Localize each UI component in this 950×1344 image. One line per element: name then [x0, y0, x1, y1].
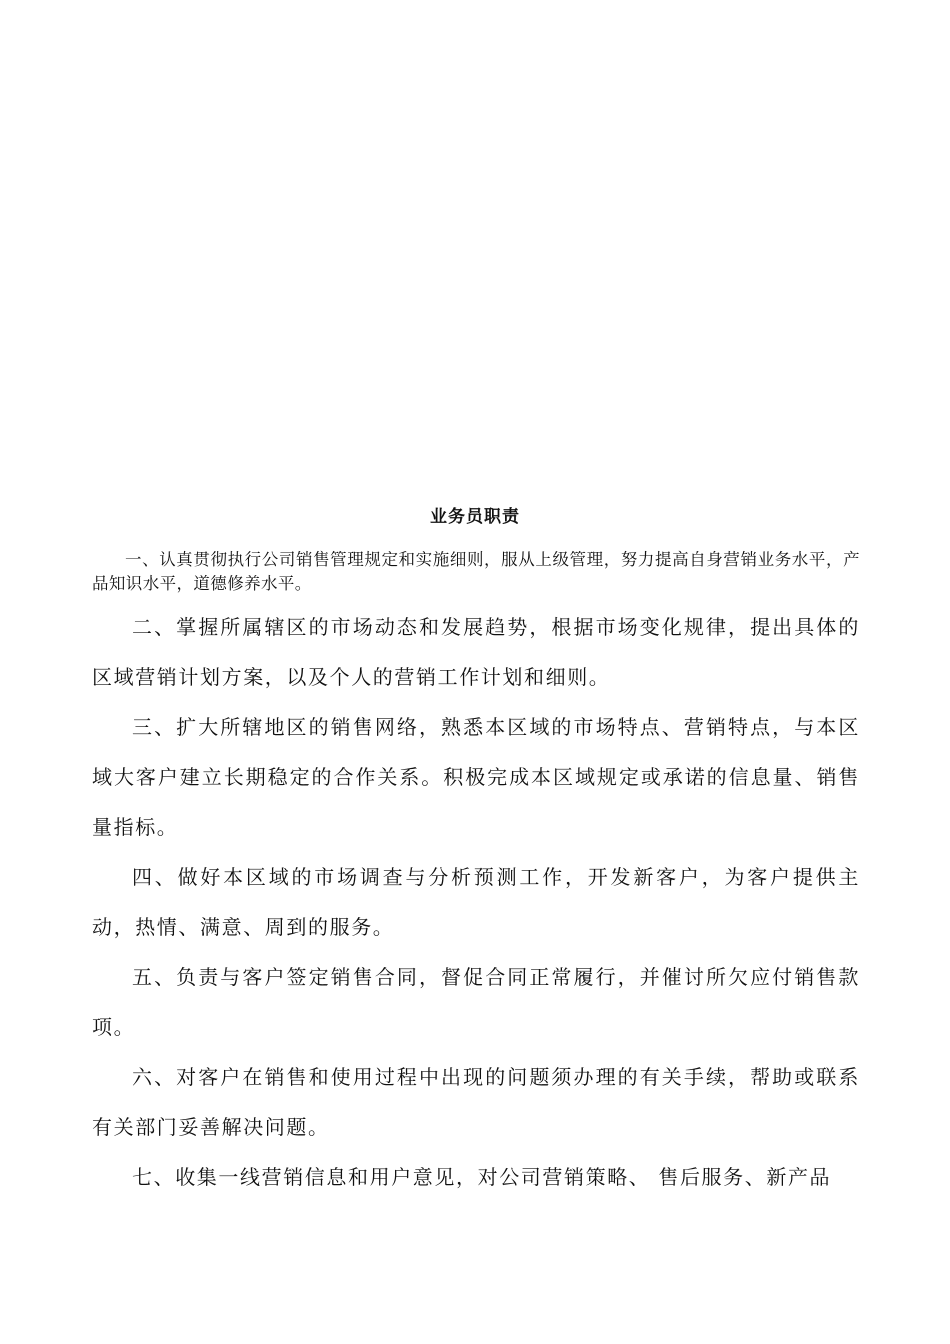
- paragraph-3: 三、扩大所辖地区的销售网络，熟悉本区域的市场特点、营销特点，与本区域大客户建立长期稳定的合作关系。积极完成本区域规定或承诺的信息量、销售量指标。: [92, 715, 860, 839]
- paragraph-7: 七、收集一线营销信息和用户意见，对公司营销策略、 售后服务、新产品: [132, 1165, 832, 1189]
- paragraph-4: 四、做好本区域的市场调查与分析预测工作，开发新客户，为客户提供主动，热情、满意、周到的服务。: [92, 865, 860, 939]
- document-body: [92, 548, 860, 1202]
- paragraph-2: 二、掌握所属辖区的市场动态和发展趋势，根据市场变化规律，提出具体的区域营销计划方案，以及个人的营销工作计划和细则。: [92, 615, 860, 689]
- paragraph-6: 六、对客户在销售和使用过程中出现的问题须办理的有关手续，帮助或联系有关部门妥善解决问题。: [92, 1065, 860, 1139]
- paragraph-5: 五、负责与客户签定销售合同，督促合同正常履行，并催讨所欠应付销售款项。: [92, 965, 860, 1039]
- document-title: 业务员职责: [430, 507, 520, 527]
- paragraph-1: 一、认真贯彻执行公司销售管理规定和实施细则，服从上级管理，努力提高自身营销业务水平，产品知识水平，道德修养水平。: [92, 550, 860, 593]
